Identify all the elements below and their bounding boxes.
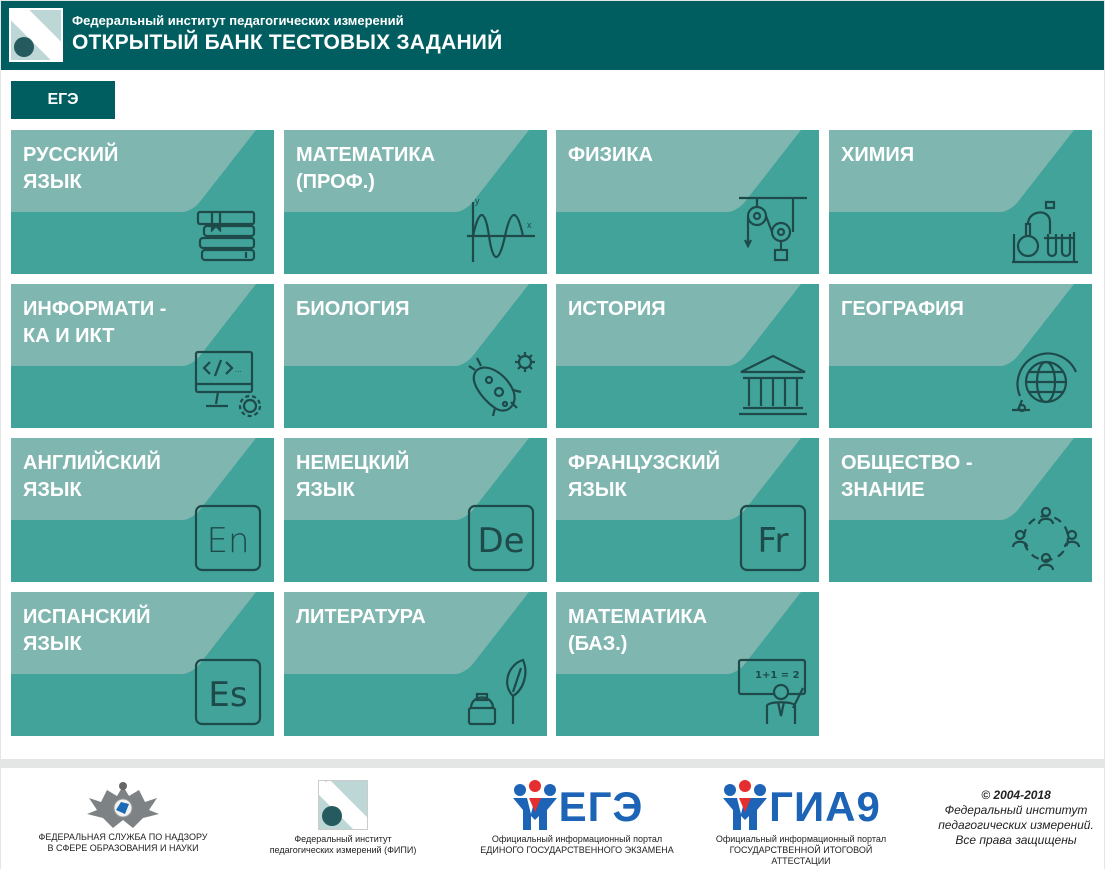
fipi-logo[interactable] [9, 8, 63, 62]
eagle-emblem-icon [83, 780, 163, 832]
subject-tile-social-studies[interactable] [829, 438, 1092, 582]
site-footer [1, 768, 1104, 869]
globe-icon [1010, 348, 1082, 420]
books-icon [192, 194, 264, 266]
subject-label: ФИЗИКА [568, 144, 653, 166]
subject-tile-math-prof[interactable] [284, 130, 547, 274]
computer-code-icon [192, 348, 264, 420]
subject-label: НЕМЕЦКИЙ ЯЗЫК [296, 452, 410, 501]
subject-label: РУССКИЙ ЯЗЫК [23, 144, 119, 193]
footer-ege-portal[interactable]: ЕГЭ Официальный информационный портал ЕДИНОГО ГОСУДАРСТВЕННОГО ЭКЗАМЕНА [477, 778, 677, 856]
subject-label: ИНФОРМАТИ - КА И ИКТ [23, 298, 167, 347]
svg-text:...: ... [235, 365, 242, 374]
footer-gia-portal[interactable]: ГИА9 Официальный информационный портал ГОСУДАРСТВЕННОЙ ИТОГОВОЙ АТТЕСТАЦИИ [701, 778, 901, 867]
subject-tile-literature[interactable] [284, 592, 547, 736]
subject-label: ИСПАНСКИЙ ЯЗЫК [23, 606, 151, 655]
es-icon [192, 656, 264, 728]
en-icon [192, 502, 264, 574]
subject-tile-geography[interactable] [829, 284, 1092, 428]
footer-fipi[interactable]: Федеральный институт педагогических измерений (ФИПИ) [243, 780, 443, 856]
fr-icon [737, 502, 809, 574]
subject-tile-math-base[interactable] [556, 592, 819, 736]
svg-text:En: En [206, 521, 250, 561]
people-logo-icon [721, 780, 769, 832]
svg-text:x: x [527, 220, 532, 230]
subject-tile-english[interactable] [11, 438, 274, 582]
subject-tile-chemistry[interactable] [829, 130, 1092, 274]
subject-tile-physics[interactable] [556, 130, 819, 274]
people-circle-icon [1010, 502, 1082, 574]
subject-tile-biology[interactable] [284, 284, 547, 428]
copyright-text: © 2004-2018 Федеральный институт педагогических измерений. Все права защищены [938, 788, 1094, 847]
subject-label: ОБЩЕСТВО - ЗНАНИЕ [841, 452, 973, 501]
flask-icon [1010, 194, 1082, 266]
subject-tile-french[interactable] [556, 438, 819, 582]
subject-label: МАТЕМАТИКА (ПРОФ.) [296, 144, 436, 193]
subject-tile-history[interactable] [556, 284, 819, 428]
svg-text:Es: Es [208, 675, 248, 715]
svg-text:De: De [477, 521, 525, 561]
subject-tile-german[interactable] [284, 438, 547, 582]
subject-label: ЛИТЕРАТУРА [296, 606, 426, 628]
temple-icon [737, 348, 809, 420]
fipi-footer-logo [318, 780, 368, 830]
pulley-icon [737, 194, 809, 266]
footer-obrnadzor[interactable]: ФЕДЕРАЛЬНАЯ СЛУЖБА ПО НАДЗОРУ В СФЕРЕ ОБРАЗОВАНИЯ И НАУКИ [23, 780, 223, 854]
inkwell-feather-icon [465, 656, 537, 728]
subject-label: АНГЛИЙСКИЙ ЯЗЫК [23, 452, 161, 501]
subject-tile-spanish[interactable] [11, 592, 274, 736]
subject-label: ХИМИЯ [841, 144, 915, 166]
svg-text:y: y [475, 196, 480, 206]
site-header [1, 1, 1104, 70]
svg-text:1+1 = 2: 1+1 = 2 [755, 670, 800, 681]
de-icon [465, 502, 537, 574]
graph-icon [465, 194, 537, 266]
subject-label: ФРАНЦУЗСКИЙ ЯЗЫК [568, 452, 721, 501]
ege-logo-text: ЕГЭ [558, 782, 644, 830]
subject-label: МАТЕМАТИКА (БАЗ.) [568, 606, 708, 655]
header-title: ОТКРЫТЫЙ БАНК ТЕСТОВЫХ ЗАДАНИЙ [72, 31, 503, 54]
gia-logo-text: ГИА9 [769, 782, 881, 830]
subject-tile-informatics[interactable] [11, 284, 274, 428]
people-logo-icon [511, 780, 559, 832]
subject-label: БИОЛОГИЯ [296, 298, 410, 320]
teacher-board-icon [737, 656, 809, 728]
header-subtitle: Федеральный институт педагогических измерений [72, 13, 404, 28]
subject-label: ИСТОРИЯ [568, 298, 666, 320]
main-content [1, 70, 1104, 759]
microbe-icon [465, 348, 537, 420]
tab-ege[interactable]: ЕГЭ [11, 81, 115, 119]
subject-label: ГЕОГРАФИЯ [841, 298, 964, 320]
svg-text:Fr: Fr [757, 521, 789, 561]
subject-tile-russian[interactable] [11, 130, 274, 274]
